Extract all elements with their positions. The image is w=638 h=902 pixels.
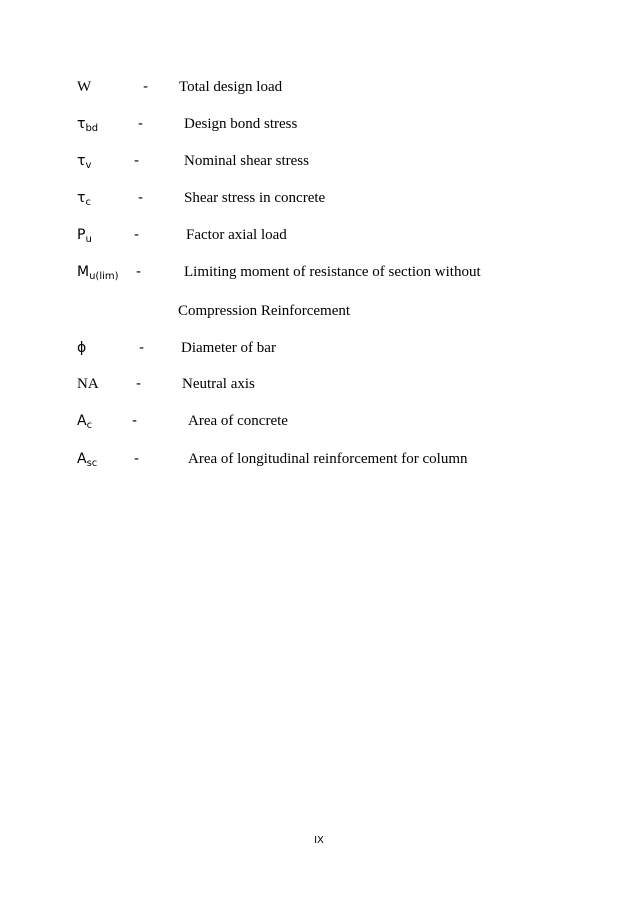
symbol: $P_u$ xyxy=(77,227,92,245)
description: Shear stress in concrete xyxy=(184,190,326,206)
notation-row-a-c xyxy=(0,411,638,435)
page-number: IX xyxy=(314,835,324,846)
description: Factor axial load xyxy=(186,227,287,243)
symbol: ϕ xyxy=(77,340,87,356)
notation-row-phi xyxy=(0,338,638,362)
description: Limiting moment of resistance of section without xyxy=(184,264,481,280)
symbol: $M_{u(lim)}$ xyxy=(77,264,119,282)
separator-dash: - xyxy=(139,340,145,356)
notation-row-tau-v xyxy=(0,151,638,175)
separator-dash: - xyxy=(136,376,142,392)
notation-row-na xyxy=(0,374,638,398)
separator-dash: - xyxy=(134,227,140,243)
description: Total design load xyxy=(179,79,283,95)
separator-dash: - xyxy=(138,190,144,206)
separator-dash: - xyxy=(134,451,140,467)
symbol: W xyxy=(77,79,92,95)
separator-dash: - xyxy=(138,116,144,132)
notation-row-a-sc xyxy=(0,449,638,473)
symbol: NA xyxy=(77,376,99,392)
notation-row-tau-bd xyxy=(0,114,638,138)
separator-dash: - xyxy=(136,264,142,280)
notation-row-tau-c xyxy=(0,188,638,212)
symbol: $\tau_v$ xyxy=(77,153,92,171)
separator-dash: - xyxy=(143,79,149,95)
description: Area of longitudinal reinforcement for column xyxy=(188,451,468,467)
notation-row-continuation xyxy=(0,301,638,325)
notation-row-p-u xyxy=(0,225,638,249)
description: Nominal shear stress xyxy=(184,153,309,169)
notation-row-w xyxy=(0,77,638,101)
symbol: $\tau_{bd}$ xyxy=(77,116,99,134)
description: Neutral axis xyxy=(182,376,255,392)
description: Diameter of bar xyxy=(181,340,276,356)
description: Area of concrete xyxy=(188,413,288,429)
description: Design bond stress xyxy=(184,116,298,132)
symbol: $A_{sc}$ xyxy=(77,451,98,469)
symbol: $A_c$ xyxy=(77,413,93,431)
symbol: $\tau_c$ xyxy=(77,190,91,208)
separator-dash: - xyxy=(132,413,138,429)
notation-row-m-u-lim xyxy=(0,262,638,286)
separator-dash: - xyxy=(134,153,140,169)
description-continuation: Compression Reinforcement xyxy=(178,303,351,319)
